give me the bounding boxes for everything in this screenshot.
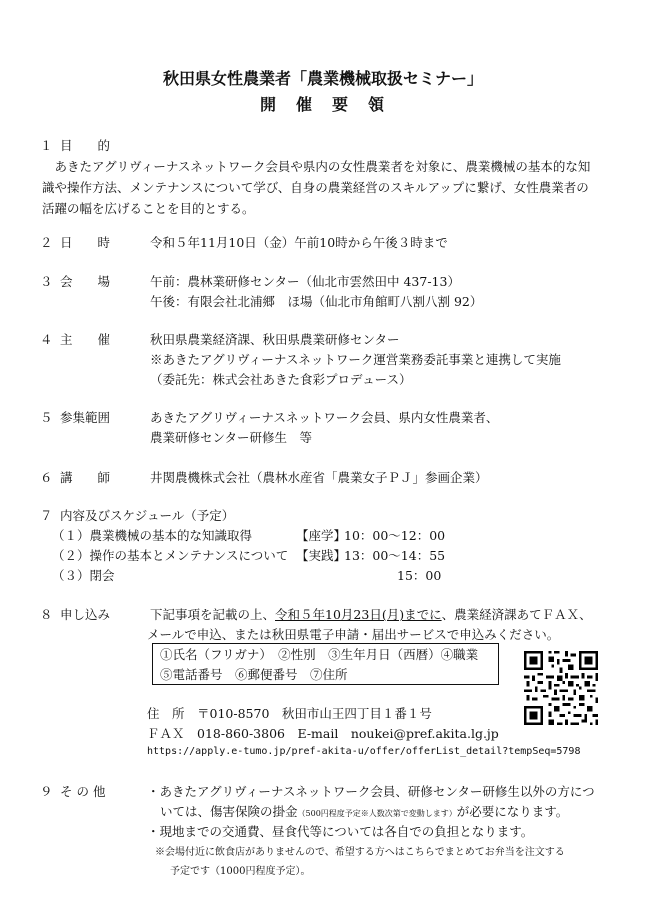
note-line: いては、傷害保険の掛金（500円程度予定※人数次第で変動します）が必要になります。 (160, 804, 569, 819)
deadline-text: 令和５年10月23日(月)までに (275, 607, 442, 622)
fax-email-line: ＦＡＸ 018-860-3806 E-mail noukei@pref.akita.lg.jp (147, 726, 499, 741)
application-line: 下記事項を記載の上、令和５年10月23日(月)までに、農業経済課あてＦＡＸ、 (150, 607, 592, 622)
section-number: ２ (40, 235, 53, 250)
purpose-line: 識や操作方法、メンテナンスについて学び、自身の農業経営のスキルアップに繋げ、女性農業者の (42, 180, 589, 195)
section-label: 参集範囲 (60, 410, 111, 425)
schedule-item-type: 【実践】 (296, 548, 347, 563)
section-number: ５ (40, 410, 53, 425)
section-label: 日 時 (60, 235, 111, 250)
schedule-item-name: （１）農業機械の基本的な知識取得 (52, 528, 253, 543)
section-number: １ (40, 138, 53, 153)
lunch-note: ※会場付近に飲食店がありませんので、希望する方へはこちらでまとめてお弁当を注文する (155, 847, 565, 858)
purpose-line: 活躍の幅を広げることを目的とする。 (42, 201, 255, 216)
section-label: 会 場 (60, 274, 111, 289)
note-line: ・現地までの交通費、昼食代等については各自での負担となります。 (147, 824, 534, 839)
section-label: 講 師 (60, 470, 111, 485)
purpose-line: あきたアグリヴィーナスネットワーク会員や県内の女性農業者を対象に、農業機械の基本的な知 (42, 159, 591, 174)
section-label: そ の 他 (60, 784, 106, 799)
qr-code-icon[interactable] (521, 648, 601, 728)
insurance-fee-note: （500円程度予定※人数次第で変動します） (297, 809, 457, 818)
organizer-line: 秋田県農業経済課、秋田県農業研修センター (150, 332, 400, 347)
section-label: 申し込み (60, 607, 111, 622)
section-number: ４ (40, 332, 53, 347)
section-label: 内容及びスケジュール（予定） (60, 508, 235, 523)
address-line: 住 所 〒010-8570 秋田市山王四丁目１番１号 (147, 706, 432, 721)
required-items-line: ①氏名（フリガナ） ②性別 ③生年月日（西暦）④職業 (160, 647, 479, 662)
section-number: ３ (40, 274, 53, 289)
section-number: ８ (40, 607, 53, 622)
schedule-item-name: （２）操作の基本とメンテナンスについて (52, 548, 289, 563)
section-number: ６ (40, 470, 53, 485)
organizer-line: ※あきたアグリヴィーナスネットワーク運営業務委託事業と連携して実施 (150, 352, 561, 367)
section-number: ７ (40, 508, 53, 523)
venue-line: 午前：農林業研修センター（仙北市雲然田中 437-13） (150, 274, 460, 289)
application-line: メールで申込、または秋田県電子申請・届出サービスで申込みください。 (147, 627, 560, 642)
page-subtitle: 開 催 要 領 (259, 95, 386, 114)
schedule-item-type: 【座学】 (296, 528, 347, 543)
section-label: 目 的 (60, 138, 111, 153)
lunch-note: 予定です（1000円程度予定）。 (170, 866, 311, 877)
schedule-item-time: 13：00～14：55 (344, 548, 446, 563)
section-label: 主 催 (60, 332, 111, 347)
required-items-line: ⑤電話番号 ⑥郵便番号 ⑦住所 (160, 667, 348, 682)
date-value: 令和５年11月10日（金）午前10時から午後３時まで (150, 235, 448, 250)
organizer-line: （委託先：株式会社あきた食彩プロデュース） (150, 372, 412, 387)
section-number: ９ (40, 784, 53, 799)
application-url-link[interactable]: https://apply.e-tumo.jp/pref-akita-u/offer/offerList_detail?tempSeq=5798 (147, 746, 581, 757)
page-title: 秋田県女性農業者「農業機械取扱セミナー」 (162, 69, 483, 88)
schedule-item-name: （３）閉会 (52, 568, 115, 583)
participants-line: あきたアグリヴィーナスネットワーク会員、県内女性農業者、 (150, 410, 499, 425)
participants-line: 農業研修センター研修生 等 (150, 430, 313, 445)
note-line: ・あきたアグリヴィーナスネットワーク会員、研修センター研修生以外の方につ (147, 784, 595, 799)
venue-line: 午後：有限会社北浦郷 ほ場（仙北市角館町八割八割 92） (150, 294, 483, 309)
schedule-item-time: 10：00～12：00 (344, 528, 446, 543)
schedule-item-time: 15：00 (397, 568, 442, 583)
lecturer-value: 井関農機株式会社（農林水産省「農業女子ＰＪ」参画企業） (150, 470, 488, 485)
